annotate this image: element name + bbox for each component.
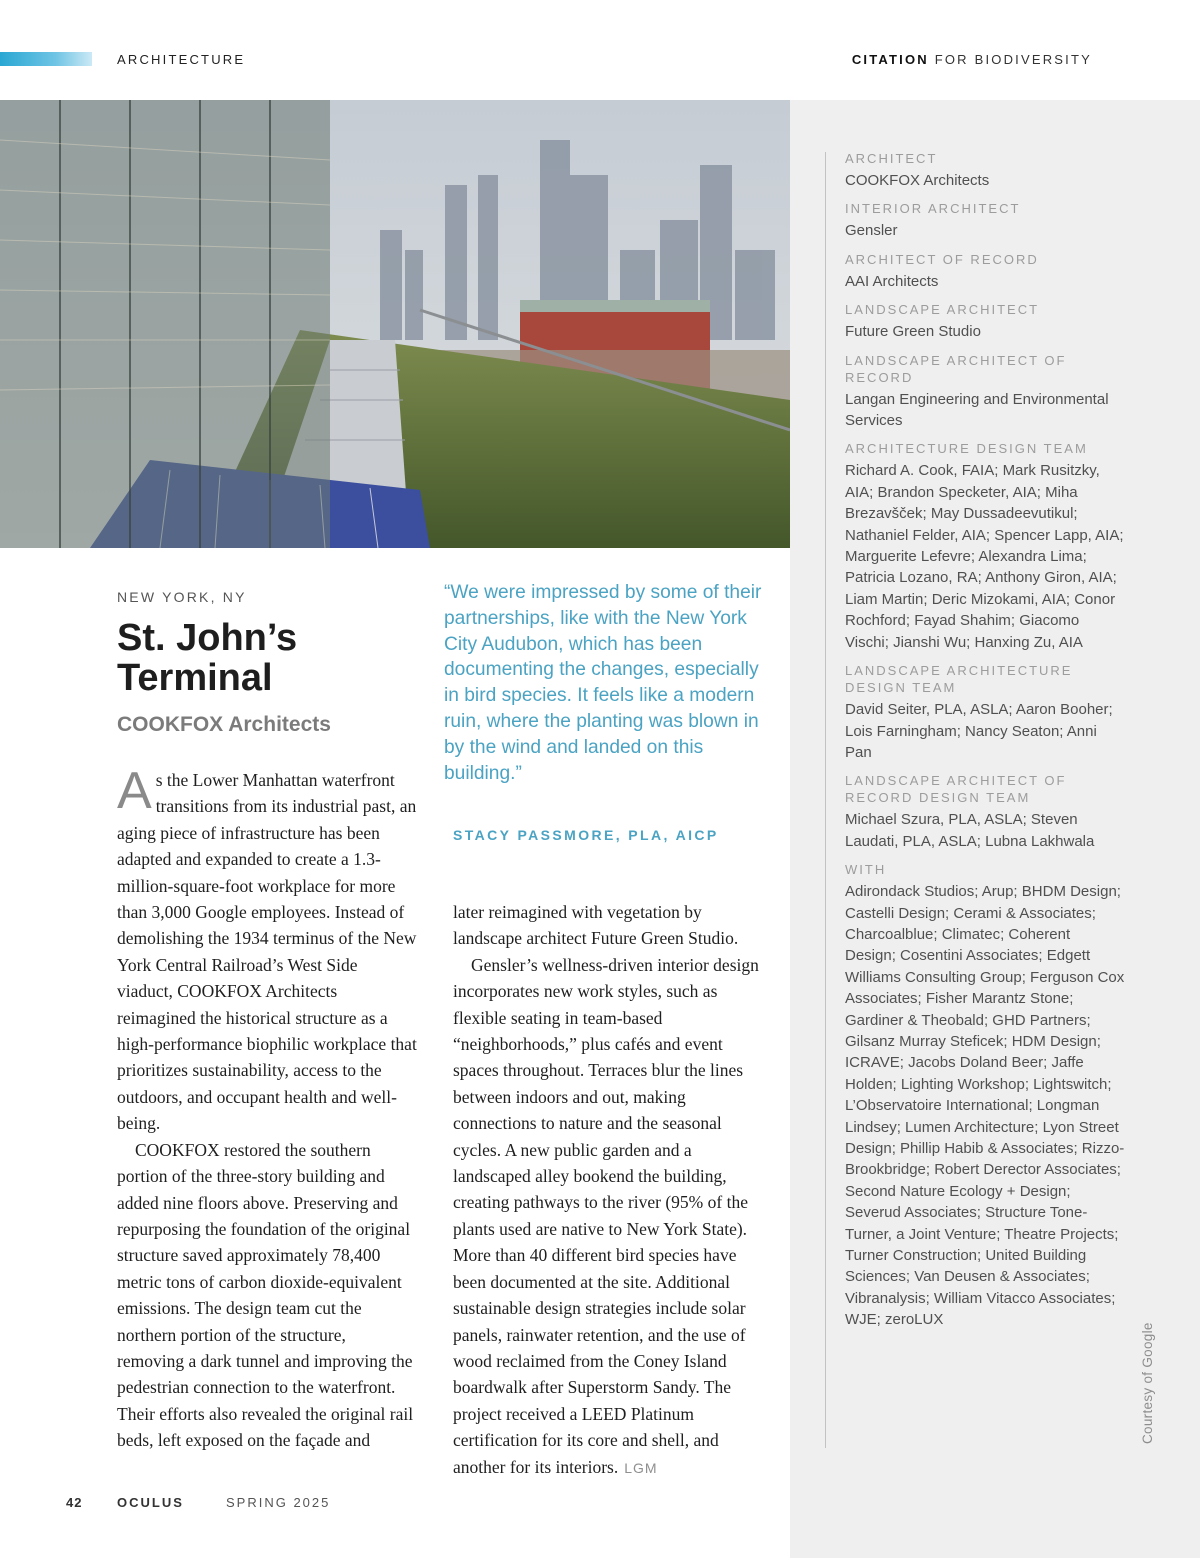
article-column-1: [117, 762, 417, 1454]
credit-value: Gensler: [845, 222, 898, 240]
article-firm: COOKFOX Architects: [117, 713, 331, 736]
credits-list: [845, 150, 1125, 1340]
citation-bold: CITATION: [851, 52, 929, 67]
credit-label: ARCHITECT OF RECORD: [845, 251, 1039, 267]
credit-value: David Seiter, PLA, ASLA; Aaron Booher; Lois Farningham; Nancy Seaton; Anni Pan: [845, 701, 1113, 761]
credit-architect: [845, 150, 1125, 191]
credit-label: ARCHITECT: [845, 151, 938, 166]
pull-quote-author: STACY PASSMORE, PLA, AICP: [453, 827, 719, 843]
citation-header: [852, 52, 1092, 67]
credit-landscape-architecture-design-team: [845, 662, 1125, 763]
credit-value: Langan Engineering and Environmental Services: [845, 390, 1109, 430]
credit-value: AAI Architects: [845, 272, 939, 290]
photo-credit: Courtesy of Google: [1140, 1322, 1155, 1444]
credit-value: Richard A. Cook, FAIA; Mark Rusitzky, AIA; Brandon Specketer, AIA; Miha Brezavšček; May Dussadeevutikul; Nathaniel Felder, AIA; Spencer Lapp, AIA; Marguerite Lefevre; Alexandra Lima; Patricia Lozano, RA; Anthony Giron, AIA; Liam Martin; Deric Mizokami, AIA; Conor Rochford; Fayad Shahim; Giacomo Vischi; Jianshi Wu; Hanxing Zu, AIA: [845, 462, 1124, 651]
drop-cap: A: [117, 762, 152, 820]
credit-label: LANDSCAPE ARCHITECT: [845, 302, 1040, 318]
credit-interior-architect: [845, 200, 1125, 241]
credit-value: Future Green Studio: [845, 323, 981, 341]
credit-label: INTERIOR ARCHITECT: [845, 201, 1021, 217]
project-location: NEW YORK, NY: [117, 589, 247, 605]
credit-value: COOKFOX Architects: [845, 172, 990, 189]
pull-quote: “We were impressed by some of their partnerships, like with the New York City Audubon, which has been documenting the changes, especially in bird species. It feels like a modern ruin, where the planting was blown in by the wind and landed on this building.”: [444, 582, 762, 784]
rooftop-garden-image: [0, 100, 790, 548]
citation-rest: FOR BIODIVERSITY: [928, 52, 1092, 67]
paragraph-4-text: Gensler’s wellness-driven interior design incorporates new work styles, such as flexible seating in team-based “neighborhoods,” plus cafés and event spaces throughout. Terraces blur the lines between indoors and out, making connections to nature and the seasonal cycles. A new public garden and a landscaped alley bookend the building, creating pathways to the river (95% of the plants used are native to New York State). More than 40 different bird species have been documented at the site. Additional sustainable design strategies include solar panels, rainwater retention, and the use of wood reclaimed from the Coney Island boardwalk after Superstorm Sandy. The project received a LEED Platinum certification for its core and shell, and another for its interiors.: [453, 954, 759, 1477]
credit-label: LANDSCAPE ARCHITECTURE DESIGN TEAM: [845, 663, 1073, 696]
article-title: St. John’s Terminal: [117, 617, 298, 699]
magazine-name: OCULUS: [117, 1495, 184, 1510]
credit-landscape-record-design-team: [845, 772, 1125, 852]
credit-with: [845, 861, 1125, 1331]
issue-date: SPRING 2025: [226, 1495, 331, 1510]
credit-label: LANDSCAPE ARCHITECT OF RECORD: [845, 352, 1067, 385]
article-paragraph-3: later reimagined with vegetation by landscape architect Future Green Studio.: [453, 902, 739, 949]
article-column-2: [453, 899, 769, 1481]
article-paragraph-4: [453, 952, 769, 1481]
article-paragraph-2: COOKFOX restored the southern portion of the three-story building and added nine floors above. Preserving and repurposing the foundation of the original structure saved approximately 78,400 metric tons of carbon dioxide-equivalent emissions. The design team cut the northern portion of the structure, removing a dark tunnel and improving the pedestrian connection to the waterfront. Their efforts also revealed the original rail beds, left exposed on the façade and: [117, 1139, 414, 1451]
sidebar-divider: [825, 152, 826, 1448]
credit-landscape-architect-of-record: [845, 352, 1125, 432]
section-accent-bar: [0, 52, 92, 66]
credit-architect-of-record: [845, 251, 1125, 292]
hero-photo: [0, 100, 790, 548]
credit-value: Michael Szura, PLA, ASLA; Steven Laudati, PLA, ASLA; Lubna Lakhwala: [845, 811, 1095, 850]
credit-label: WITH: [845, 862, 887, 878]
author-signature: LGM: [624, 1459, 658, 1476]
section-label: ARCHITECTURE: [117, 52, 246, 67]
credit-label: ARCHITECTURE DESIGN TEAM: [845, 441, 1088, 457]
paragraph-1-text: s the Lower Manhattan waterfront transitions from its industrial past, an aging piece of infrastructure has been adapted and expanded to create a 1.3-million-square-foot workplace for more than 3,000 Google employees. Instead of demolishing the 1934 terminus of the New York Central Railroad’s West Side viaduct, COOKFOX Architects reimagined the historical structure as a high-performance biophilic workplace that prioritizes sustainability, access to the outdoors, and occupant health and well-being.: [117, 770, 417, 1134]
article-paragraph-1: [117, 762, 417, 1137]
credit-label: LANDSCAPE ARCHITECT OF RECORD DESIGN TEAM: [845, 773, 1067, 806]
credit-landscape-architect: [845, 301, 1125, 342]
credit-architecture-design-team: [845, 440, 1125, 653]
credit-value: Adirondack Studios; Arup; BHDM Design; Castelli Design; Cerami & Associates; Charcoalblue; Climatec; Coherent Design; Cosentini Associates; Edgett Williams Consulting Group; Ferguson Cox Associates; Fisher Marantz Stone; Gardiner & Theobald; GHD Partners; Gilsanz Murray Steficek; HDM Design; ICRAVE; Jacobs Doland Beer; Jaffe Holden; Lighting Workshop; Lightswitch; L’Observatoire International; Longman Lindsey; Lumen Architecture; Lyon Street Design; Phillip Habib & Associates; Rizzo-Brookbridge; Robert Derector Associates; Second Nature Ecology + Design; Severud Associates; Structure Tone-Turner, a Joint Venture; Theatre Projects; Turner Construction; United Building Sciences; Van Deusen & Associates; Vibranalysis; William Vitacco Associates; WJE; zeroLUX: [845, 883, 1125, 1329]
page-number: 42: [66, 1495, 83, 1510]
